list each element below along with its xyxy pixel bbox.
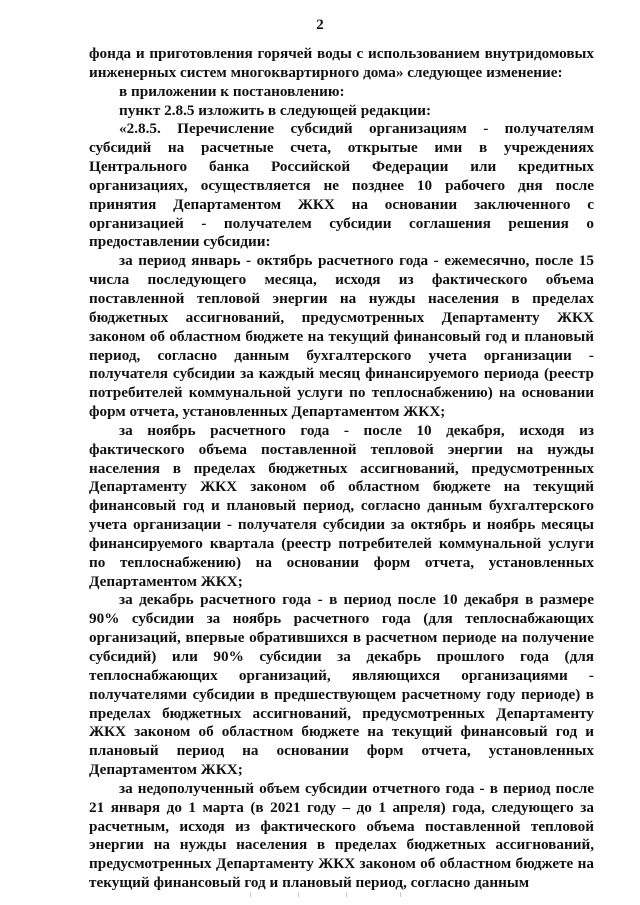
paragraph-continuation: фонда и приготовления горячей воды с использованием внутридомовых инженерных систем многоквартирного дома» следующее изменение:	[89, 45, 594, 81]
scan-footer-marks	[250, 892, 450, 898]
paragraph-jan-oct: за период январь - октябрь расчетного года - ежемесячно, после 15 числа последующего месяца, исходя из фактического объема поставленной тепловой энергии на нужды населения в пределах бюджетных ассигнований, предусмотренных Департаменту ЖКХ законом об областном бюджете на текущий финансовый год и плановый период, согласно данным бухгалтерского учета организации - получателя субсидии за каждый месяц финансируемого периода (реестр потребителей коммунальной услуги по теплоснабжению) на основании форм отчета, установленных Департаментом ЖКХ;	[89, 252, 594, 421]
paragraph-clause-2-8-5: «2.8.5. Перечисление субсидий организациям - получателям субсидий на расчетные счета, открытые ими в учреждениях Центрального банка Российской Федерации или кредитных организациях, осуществляется не позднее 10 рабочего дня после принятия Департаментом ЖКХ на основании заключенного с организацией - получателем субсидии соглашения решения о предоставлении субсидии:	[89, 120, 594, 251]
paragraph-clause-reference: пункт 2.8.5 изложить в следующей редакции:	[119, 101, 432, 119]
paragraph-november: за ноябрь расчетного года - после 10 декабря, исходя из фактического объема поставленной тепловой энергии на нужды населения в пределах бюджетных ассигнований, предусмотренных Департаменту ЖКХ законом об областном бюджете на текущий финансовый год и плановый период, согласно данным бухгалтерского учета организации - получателя субсидии за октябрь и ноябрь месяцы финансируемого квартала (реестр потребителей коммунальной услуги по теплоснабжению) на основании форм отчета, установленных Департаментом ЖКХ;	[89, 421, 594, 590]
paragraph-appendix: в приложении к постановлению:	[119, 82, 345, 100]
paragraph-december: за декабрь расчетного года - в период после 10 декабря в размере 90% субсидии за ноябрь расчетного года (для теплоснабжающих организаций, впервые обратившихся в расчетном периоде на получение субсидий) или 90% субсидии за декабрь прошлого года (для теплоснабжающих организаций, являющихся организациями - получателями субсидии в предшествующем расчетному году периоде) в пределах бюджетных ассигнований, предусмотренных Департаменту ЖКХ законом об областном бюджете на текущий финансовый год и плановый период на основании форм отчета, установленных Департаментом ЖКХ;	[89, 591, 594, 779]
page-number: 2	[316, 17, 324, 33]
paragraph-shortfall: за недополученный объем субсидии отчетного года - в период после 21 января до 1 марта (в 2021 году – до 1 апреля) года, следующего за расчетным, исходя из фактического объема поставленной тепловой энергии на нужды населения в пределах бюджетных ассигнований, предусмотренных Департаменту ЖКХ законом об областном бюджете на текущий финансовый год и плановый период, согласно данным	[89, 779, 594, 892]
document-body	[89, 45, 594, 893]
